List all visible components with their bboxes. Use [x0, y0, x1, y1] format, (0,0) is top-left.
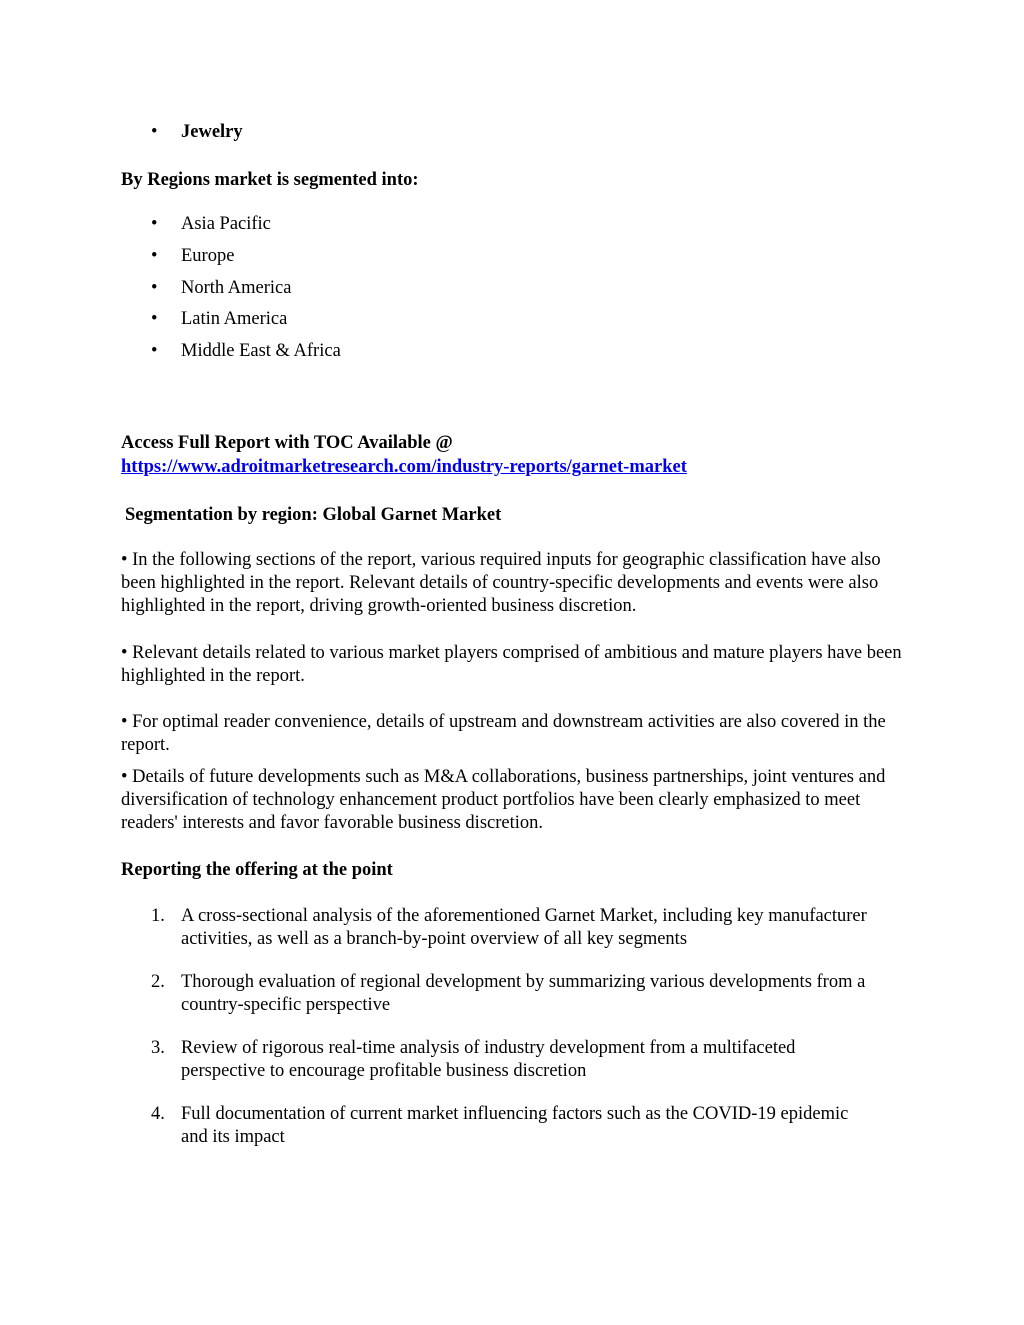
item-number: 3.	[151, 1038, 165, 1058]
regions-heading: By Regions market is segmented into:	[121, 170, 419, 190]
paragraph: • In the following sections of the report, various required inputs for geographic classification have also been highlighted in the report. Relevant details of country-specific developments and events were also highlighted in the report, driving growth-oriented business discretion.	[121, 550, 881, 616]
list-item-jewelry	[121, 121, 911, 144]
item-number: 1.	[151, 906, 165, 926]
list-item-label: Jewelry	[181, 122, 243, 142]
bullet-icon: •	[151, 214, 158, 234]
region-label: Asia Pacific	[181, 214, 271, 234]
numbered-list-item	[121, 1103, 911, 1149]
list-item-region	[121, 277, 911, 300]
list-item-region	[121, 308, 911, 331]
region-label: Latin America	[181, 309, 288, 329]
paragraph: • Details of future developments such as M&A collaborations, business partnerships, joint ventures and diversification of technology enhancement product portfolios have been clearly emphasized to meet readers' interests and favor favorable business discretion.	[121, 767, 886, 833]
segmentation-heading: Segmentation by region: Global Garnet Market	[125, 505, 502, 525]
item-text: Thorough evaluation of regional development by summarizing various developments from a country-specific perspective	[181, 972, 866, 1015]
bullet-icon: •	[151, 278, 158, 298]
numbered-list-item	[121, 971, 911, 1017]
region-label: Europe	[181, 246, 235, 266]
offering-heading: Reporting the offering at the point	[121, 860, 393, 880]
numbered-list-item	[121, 1037, 911, 1083]
region-label: Middle East & Africa	[181, 341, 341, 361]
paragraph: • For optimal reader convenience, details of upstream and downstream activities are also covered in the report.	[121, 712, 886, 755]
item-number: 4.	[151, 1104, 165, 1124]
region-label: North America	[181, 278, 292, 298]
bullet-icon: •	[151, 246, 158, 266]
list-item-region	[121, 340, 911, 363]
access-report-label: Access Full Report with TOC Available @	[121, 433, 453, 453]
bullet-icon: •	[151, 122, 158, 142]
numbered-list-item	[121, 905, 911, 951]
item-number: 2.	[151, 972, 165, 992]
report-link[interactable]: https://www.adroitmarketresearch.com/industry-reports/garnet-market	[121, 457, 687, 477]
item-text: Full documentation of current market influencing factors such as the COVID-19 epidemic and its impact	[181, 1104, 849, 1147]
paragraph: • Relevant details related to various market players comprised of ambitious and mature players have been highlighted in the report.	[121, 643, 902, 686]
bullet-icon: •	[151, 309, 158, 329]
item-text: Review of rigorous real-time analysis of industry development from a multifaceted perspective to encourage profitable business discretion	[181, 1038, 796, 1081]
list-item-region	[121, 213, 911, 236]
bullet-icon: •	[151, 341, 158, 361]
list-item-region	[121, 245, 911, 268]
item-text: A cross-sectional analysis of the aforementioned Garnet Market, including key manufacturer activities, as well as a branch-by-point overview of all key segments	[181, 906, 867, 949]
